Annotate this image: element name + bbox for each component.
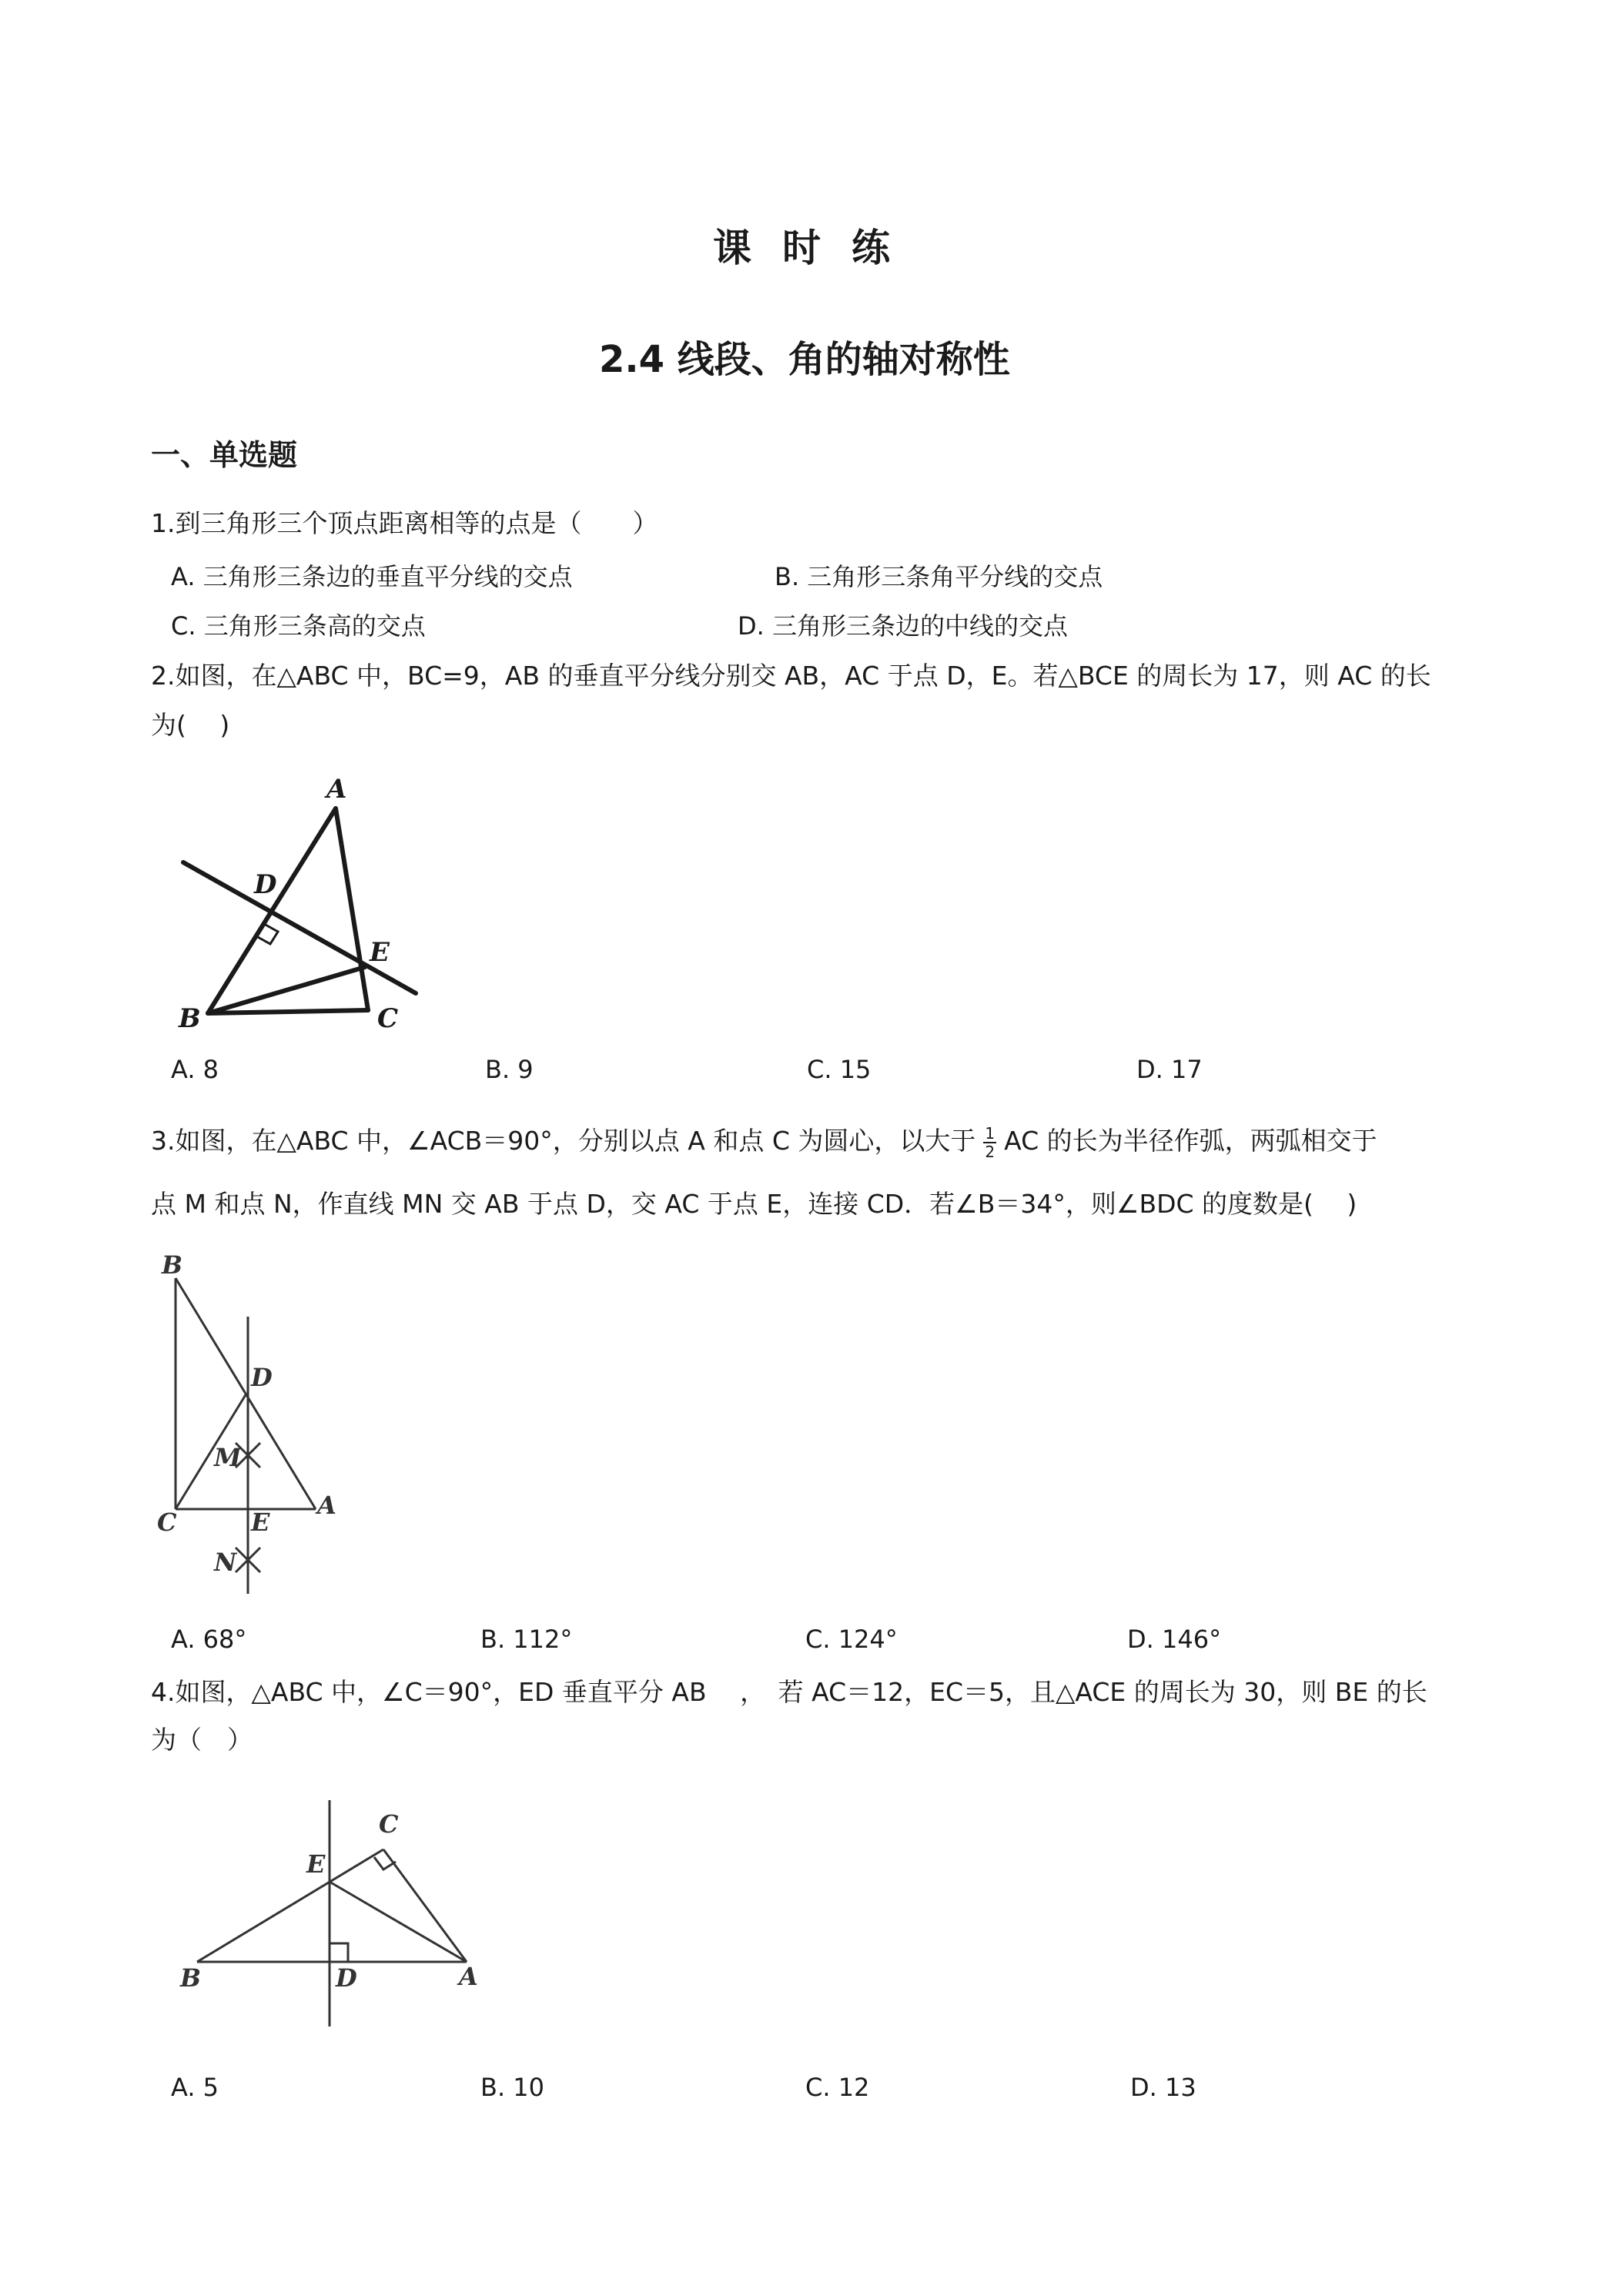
question-2-option-d: D. 17	[1136, 1055, 1203, 1084]
question-3-option-a: A. 68°	[171, 1625, 247, 1654]
question-1-stem: 1.到三角形三个顶点距离相等的点是（ ）	[151, 508, 658, 538]
question-2-option-c: C. 15	[807, 1055, 872, 1084]
page-title: 课时练	[713, 225, 921, 270]
question-4-option-c: C. 12	[805, 2073, 870, 2102]
question-3-stem-part1: 3.如图，在△ABC 中，∠ACB＝90°，分别以点 A 和点 C 为圆心，以大于	[151, 1126, 976, 1156]
section-heading: 一、单选题	[151, 438, 298, 472]
question-1-option-a: A. 三角形三条边的垂直平分线的交点	[171, 562, 573, 591]
question-2-option-a: A. 8	[171, 1055, 219, 1084]
question-1-option-c: C. 三角形三条高的交点	[171, 611, 426, 641]
question-4-stem-line1: 4.如图，△ABC 中，∠C＝90°，ED 垂直平分 AB ， 若 AC＝12，EC＝5，且△ACE 的周长为 30，则 BE 的长	[151, 1677, 1427, 1707]
q2-label-d: D	[254, 869, 277, 900]
q2-label-e: E	[370, 937, 390, 968]
q4-label-b: B	[180, 1963, 202, 1993]
lesson-title: 2.4 线段、角的轴对称性	[599, 338, 1010, 381]
question-3-stem-line2: 点 M 和点 N，作直线 MN 交 AB 于点 D，交 AC 于点 E，连接 CD．若∠B＝34°，则∠BDC 的度数是( )	[151, 1189, 1357, 1219]
q3-label-c: C	[157, 1508, 177, 1537]
q3-label-a: A	[317, 1491, 336, 1520]
question-1-option-b: B. 三角形三条角平分线的交点	[775, 562, 1103, 591]
q4-label-a: A	[459, 1962, 478, 1991]
q2-label-b: B	[179, 1003, 201, 1034]
question-3-option-b: B. 112°	[480, 1625, 573, 1654]
fraction-numerator: 1	[985, 1123, 996, 1143]
question-4-option-a: A. 5	[171, 2073, 219, 2102]
q4-label-c: C	[379, 1809, 399, 1839]
q2-label-c: C	[377, 1003, 399, 1034]
question-2-option-b: B. 9	[485, 1055, 534, 1084]
question-4-stem-line2: 为（ ）	[151, 1725, 253, 1755]
q3-label-n: N	[214, 1548, 237, 1577]
question-3-option-d: D. 146°	[1127, 1625, 1222, 1654]
question-2-stem-line1: 2.如图，在△ABC 中，BC=9，AB 的垂直平分线分别交 AB，AC 于点 D，E。若△BCE 的周长为 17，则 AC 的长	[151, 661, 1431, 691]
fraction-denominator: 2	[985, 1142, 996, 1161]
question-3-stem-part2: AC 的长为半径作弧，两弧相交于	[1004, 1126, 1377, 1156]
q2-label-a: A	[326, 774, 347, 805]
q4-label-d: D	[336, 1963, 357, 1993]
question-4-option-d: D. 13	[1130, 2073, 1196, 2102]
q3-label-d: D	[251, 1363, 273, 1392]
q4-label-e: E	[306, 1849, 326, 1879]
q3-label-m: M	[214, 1443, 242, 1472]
question-1-option-d: D. 三角形三条边的中线的交点	[738, 611, 1068, 641]
question-4-option-b: B. 10	[480, 2073, 545, 2102]
q3-label-b: B	[162, 1250, 183, 1280]
q3-label-e: E	[251, 1508, 270, 1537]
question-2-stem-line2: 为( )	[151, 710, 230, 740]
question-3-option-c: C. 124°	[805, 1625, 898, 1654]
